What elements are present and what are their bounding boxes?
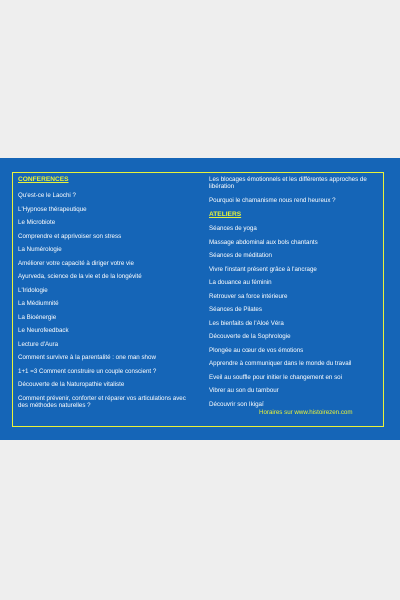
atelier-item: Apprendre à communiquer dans le monde du travail	[209, 360, 352, 367]
atelier-item: Séances de yoga	[209, 225, 257, 232]
atelier-item: Séances de Pilates	[209, 306, 262, 313]
atelier-item: Séances de méditation	[209, 252, 272, 259]
flyer-frame	[12, 172, 384, 427]
conference-item: 1+1 =3 Comment construire un couple conscient ?	[18, 367, 157, 375]
conference-item: Le Microbiote	[18, 219, 56, 226]
atelier-item: Découverte de la Sophrologie	[209, 333, 291, 340]
conference-item: Découverte de la Naturopathie vitaliste	[18, 381, 125, 388]
conference-item: La Médiumnité	[18, 300, 59, 307]
conferences-heading: CONFERENCES	[18, 176, 69, 183]
atelier-item: Massage abdominal aux bols chantants	[209, 238, 318, 246]
atelier-item: Vivre l'instant présent grâce à l'ancrage	[209, 265, 317, 273]
conference-item: Comprendre et apprivoiser son stress	[18, 232, 122, 240]
program-flyer	[0, 158, 400, 440]
conference-item: Lecture d'Aura	[18, 340, 59, 348]
ateliers-heading: ATELIERS	[209, 211, 242, 218]
conference-item: Qu'est-ce le Laochi ?	[18, 192, 76, 199]
atelier-item: Retrouver sa force intérieure	[209, 292, 288, 300]
conference-item: Comment survivre à la parentalité : one man show	[18, 354, 156, 361]
atelier-item: Les bienfaits de l'Aloé Véra	[209, 319, 284, 327]
conference-item: Comment prévenir, conforter et réparer vos articulations avec des méthodes naturelles ?	[18, 394, 186, 409]
conference-item: L'Iridologie	[18, 286, 48, 294]
atelier-item: Plongée au cœur de vos émotions	[209, 346, 304, 354]
atelier-item: La douance au féminin	[209, 279, 272, 286]
conference-item: Améliorer votre capacité à diriger votre vie	[18, 259, 134, 267]
conference-item: Le Neurofeedback	[18, 327, 69, 334]
conference-item: Pourquoi le chamanisme nous rend heureux ?	[209, 197, 336, 204]
schedule-link[interactable]: Horaires sur www.histoirezen.com	[259, 409, 353, 416]
conference-item: Les blocages émotionnels et les différentes approches de libération	[209, 176, 367, 191]
conference-item: La Bioénergie	[18, 313, 57, 321]
conference-item: Ayurveda, science de la vie et de la longévité	[18, 273, 142, 280]
atelier-item: Vibrer au son du tambour	[209, 387, 279, 394]
atelier-item: Eveil au souffle pour initier le changement en soi	[209, 373, 342, 381]
atelier-item: Découvrir son Ikigaï	[209, 400, 264, 408]
conference-item: L'Hypnose thérapeutique	[18, 205, 87, 213]
conference-item: La Numérologie	[18, 246, 62, 253]
